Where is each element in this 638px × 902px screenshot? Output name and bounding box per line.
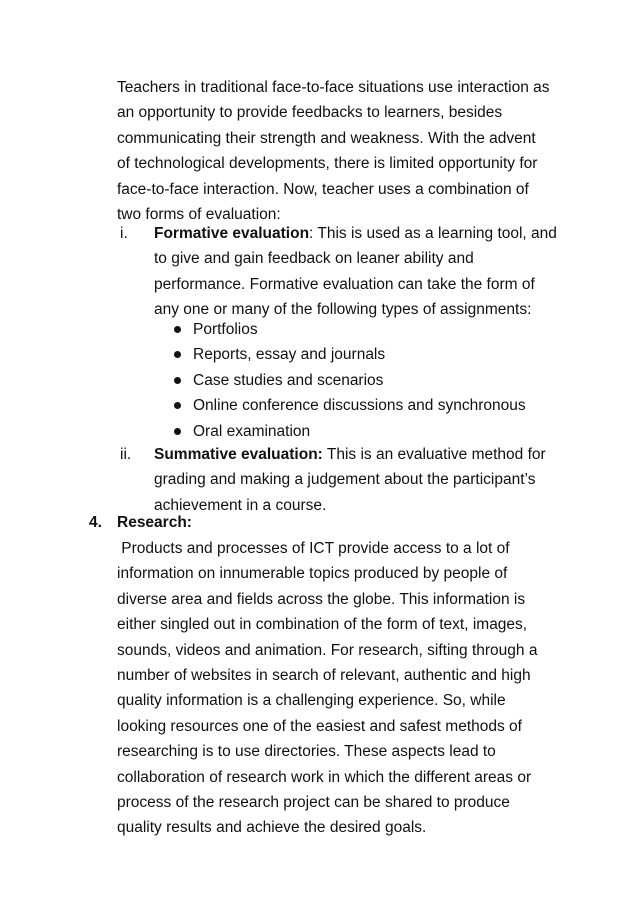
summative-line: This is an evaluative method for: [322, 446, 546, 463]
intro-line: of technological developments, there is limited opportunity for: [117, 155, 538, 173]
bullet-icon: [174, 377, 181, 384]
assignment-types-list: [170, 317, 590, 444]
research-paragraph: [117, 536, 587, 841]
list-item: Case studies and scenarios: [170, 368, 590, 393]
summative-evaluation-term: Summative evaluation:: [154, 446, 323, 463]
bullet-icon: [174, 402, 181, 409]
intro-line: face-to-face interaction. Now, teacher uses a combination of: [117, 180, 529, 198]
research-line: researching is to use directories. These aspects lead to: [117, 743, 496, 761]
formative-line: performance. Formative evaluation can take the form of: [154, 275, 535, 293]
list-number: ii.: [120, 446, 132, 463]
research-line: looking resources one of the easiest and safest methods of: [117, 717, 522, 735]
bullet-icon: [174, 351, 181, 358]
research-line: Products and processes of ICT provide access to a lot of: [117, 540, 510, 557]
list-item: Oral examination: [170, 419, 590, 444]
formative-line: any one or many of the following types of assignments:: [154, 301, 532, 319]
bullet-icon: [174, 326, 181, 333]
bullet-icon: [174, 428, 181, 435]
research-line: quality information is a challenging experience. So, while: [117, 692, 506, 710]
intro-line: communicating their strength and weakness. With the advent: [117, 129, 536, 147]
research-line: process of the research project can be shared to produce: [117, 794, 510, 812]
intro-line: Teachers in traditional face-to-face situations use interaction as: [117, 79, 550, 96]
summative-line: achievement in a course.: [154, 496, 327, 514]
intro-line: an opportunity to provide feedbacks to learners, besides: [117, 104, 503, 122]
research-line: quality results and achieve the desired goals.: [117, 819, 427, 837]
list-number: i.: [120, 225, 128, 242]
formative-line: to give and gain feedback on leaner ability and: [154, 250, 474, 268]
research-line: information on innumerable topics produced by people of: [117, 565, 508, 583]
section-number: 4.: [89, 514, 102, 531]
intro-paragraph: [117, 75, 587, 227]
summative-line: grading and making a judgement about the participant’s: [154, 471, 536, 489]
formative-evaluation-term: Formative evaluation: [154, 225, 310, 242]
section-title: Research:: [117, 514, 192, 531]
list-item: Online conference discussions and synchronous: [170, 393, 590, 418]
research-line: either singled out in combination of the form of text, images,: [117, 616, 528, 634]
list-item: Portfolios: [170, 317, 590, 342]
list-item: Reports, essay and journals: [170, 342, 590, 367]
research-line: diverse area and fields across the globe. This information is: [117, 590, 526, 608]
research-heading: [89, 510, 192, 535]
research-line: sounds, videos and animation. For research, sifting through a: [117, 641, 538, 659]
research-line: collaboration of research work in which the different areas or: [117, 768, 532, 786]
research-line: number of websites in search of relevant, authentic and high: [117, 667, 531, 685]
intro-line: two forms of evaluation:: [117, 206, 281, 224]
summative-evaluation-text: [154, 442, 594, 518]
formative-evaluation-text: [154, 221, 594, 323]
formative-line: : This is used as a learning tool, and: [309, 225, 557, 242]
